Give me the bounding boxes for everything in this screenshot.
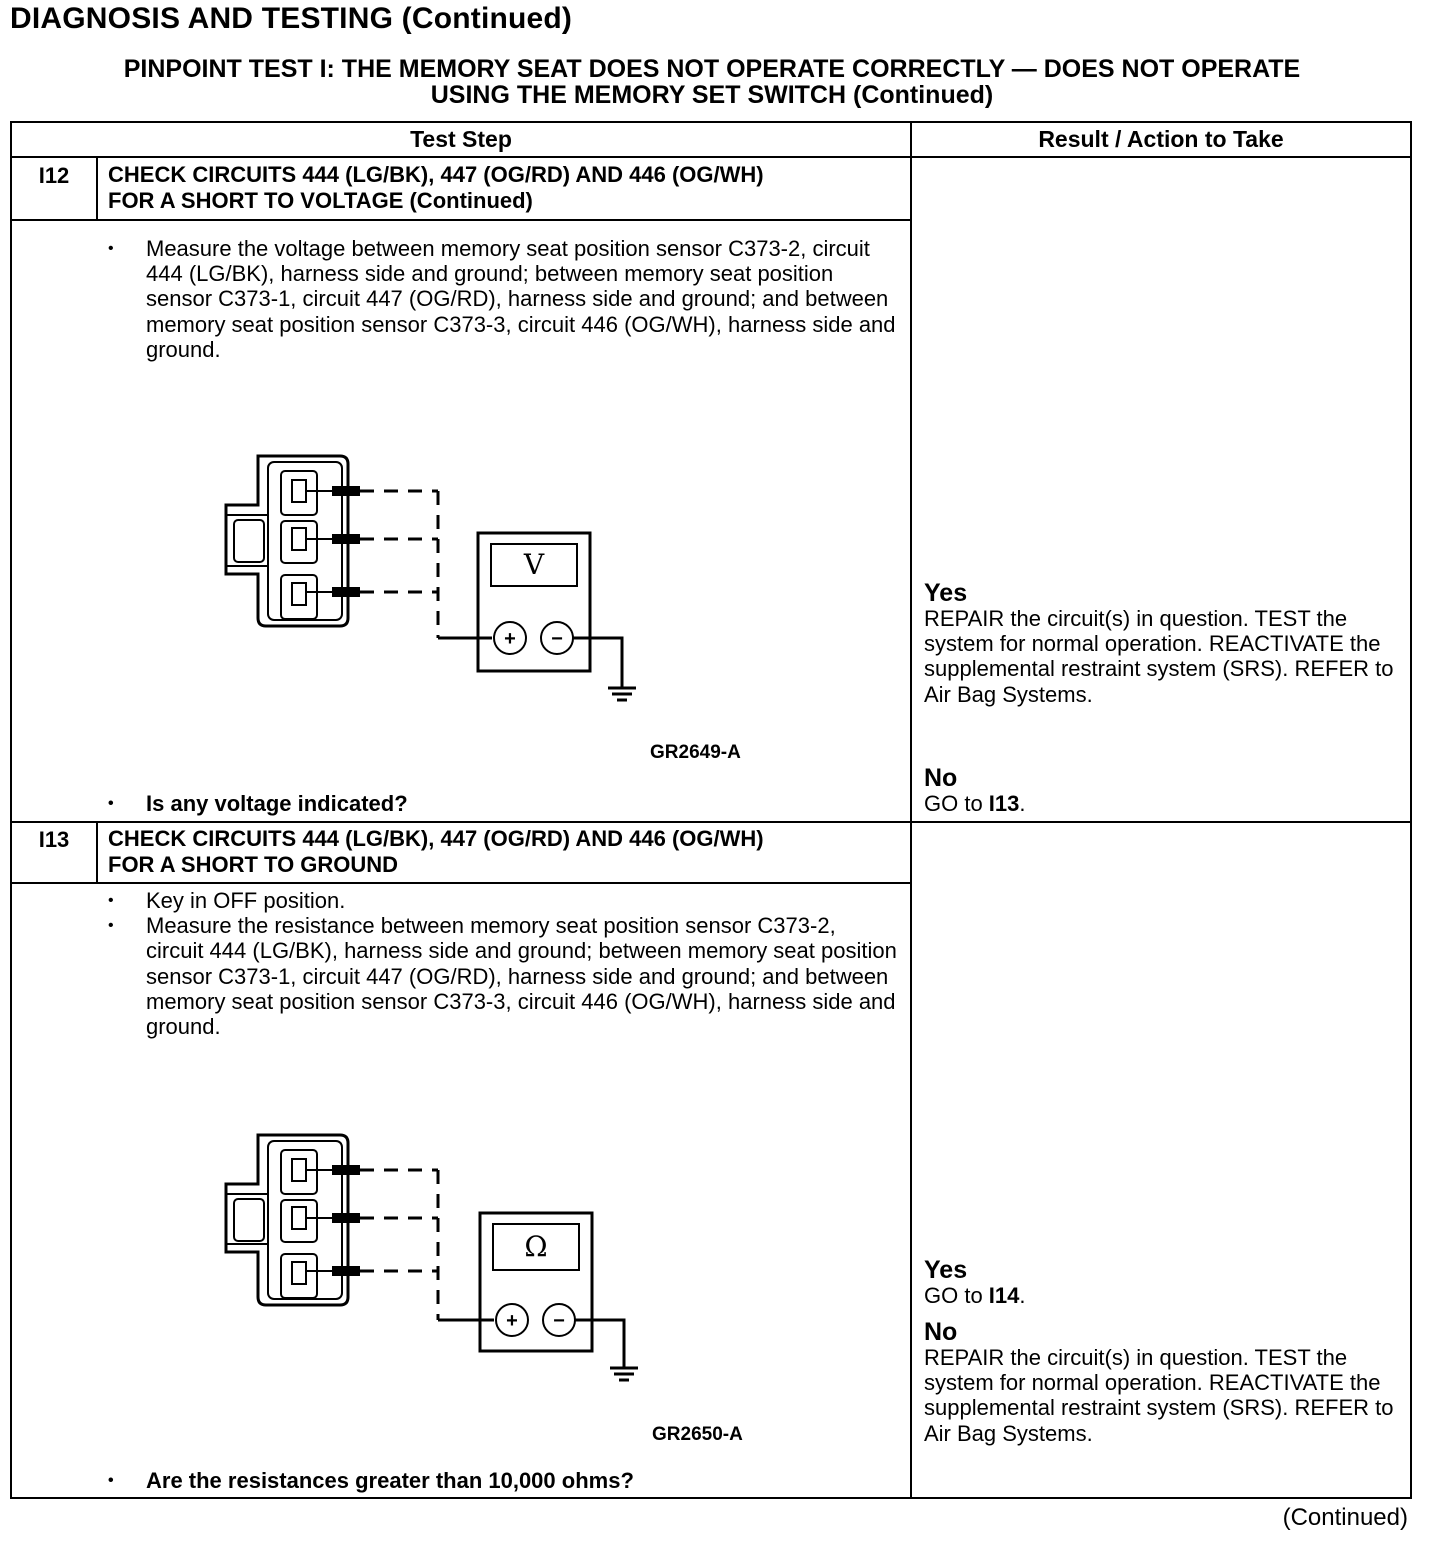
step-title-i13-line1: CHECK CIRCUITS 444 (LG/BK), 447 (OG/RD) AND 446 (OG/WH)	[108, 826, 764, 851]
figure-id-gr2649: GR2649-A	[650, 742, 741, 763]
figure-id-gr2650: GR2650-A	[652, 1424, 743, 1445]
step-title-divider-i13	[12, 882, 910, 884]
step-bullet-item: • Key in OFF position.	[108, 888, 898, 913]
step-title-i13-line2: FOR A SHORT TO GROUND	[108, 852, 399, 877]
result-yes-step-ref: I14	[988, 1283, 1020, 1308]
step-question-text: • Is any voltage indicated?	[108, 791, 898, 816]
step-title-i12-line2: FOR A SHORT TO VOLTAGE (Continued)	[108, 188, 533, 213]
result-yes-prefix: GO to	[924, 1283, 989, 1308]
column-header-test-step: Test Step	[410, 126, 512, 152]
meter-plus-terminal: +	[506, 1310, 518, 1332]
header-row-divider	[12, 156, 1410, 158]
step-id-divider-i13	[96, 823, 98, 884]
step-question-i13	[108, 1468, 898, 1493]
result-no-prefix: GO to	[924, 791, 989, 816]
pinpoint-test-table	[10, 121, 1412, 1499]
column-divider	[910, 123, 912, 1497]
meter-minus-terminal: −	[551, 628, 563, 650]
step-title-divider-i12	[12, 219, 910, 221]
page-header: DIAGNOSIS AND TESTING (Continued)	[10, 2, 573, 35]
result-yes-text: REPAIR the circuit(s) in question. TEST the system for normal operation. REACTIVATE the supplemental restraint system (SRS). REFER to Air Bag Systems.	[924, 606, 1394, 707]
pinpoint-title-line-2: USING THE MEMORY SET SWITCH (Continued)	[430, 81, 994, 109]
step-title-i13	[108, 826, 908, 878]
step-id-i12: I12	[38, 163, 70, 188]
step-title-i12-line1: CHECK CIRCUITS 444 (LG/BK), 447 (OG/RD) AND 446 (OG/WH)	[108, 162, 764, 187]
result-yes-suffix: .	[1019, 1283, 1026, 1308]
result-yes-label: Yes	[924, 579, 968, 607]
result-no-label: No	[924, 1318, 958, 1346]
result-yes-i13	[924, 1257, 1414, 1308]
continued-note: (Continued)	[1282, 1504, 1408, 1531]
meter-symbol-volts: V	[523, 548, 545, 581]
result-yes-i12	[924, 580, 1414, 707]
step-bullet-item: • Measure the voltage between memory seat position sensor C373-2, circuit 444 (LG/BK), harness side and ground; between memory seat position sensor C373-1, circuit 447 (OG/RD), harness side and ground; and between memory seat position sensor C373-3, circuit 446 (OG/WH), harness side and ground.	[108, 236, 898, 362]
result-no-text	[924, 791, 1414, 816]
result-no-step-ref: I13	[988, 791, 1020, 816]
meter-minus-terminal: −	[553, 1310, 565, 1332]
step-bullets-i13	[108, 888, 898, 1039]
result-yes-text	[924, 1283, 1414, 1308]
result-no-i13	[924, 1319, 1414, 1446]
result-no-i12	[924, 765, 1414, 816]
result-no-text: REPAIR the circuit(s) in question. TEST the system for normal operation. REACTIVATE the supplemental restraint system (SRS). REFER to Air Bag Systems.	[924, 1345, 1394, 1446]
meter-plus-terminal: +	[504, 628, 516, 650]
step-question-text: • Are the resistances greater than 10,000 ohms?	[108, 1468, 898, 1493]
step-question-i12	[108, 791, 898, 816]
result-no-suffix: .	[1019, 791, 1026, 816]
step-bullet-item: • Measure the resistance between memory seat position sensor C373-2, circuit 444 (LG/BK), harness side and ground; between memory seat position sensor C373-1, circuit 447 (OG/RD), harness side and ground; and between memory seat position sensor C373-3, circuit 446 (OG/WH), harness side and ground.	[108, 913, 898, 1039]
column-header-result: Result / Action to Take	[1038, 126, 1284, 152]
result-yes-label: Yes	[924, 1256, 968, 1284]
pinpoint-test-title	[12, 56, 1412, 108]
step-id-divider-i12	[96, 158, 98, 221]
result-no-label: No	[924, 764, 958, 792]
step-bullets-i12	[108, 236, 898, 362]
meter-symbol-ohms: Ω	[524, 1230, 548, 1263]
step-title-i12	[108, 162, 908, 214]
step-id-i13: I13	[38, 827, 70, 852]
pinpoint-title-line-1: PINPOINT TEST I: THE MEMORY SEAT DOES NOT OPERATE CORRECTLY — DOES NOT OPERATE	[123, 55, 1301, 83]
step-row-divider	[12, 821, 1410, 823]
